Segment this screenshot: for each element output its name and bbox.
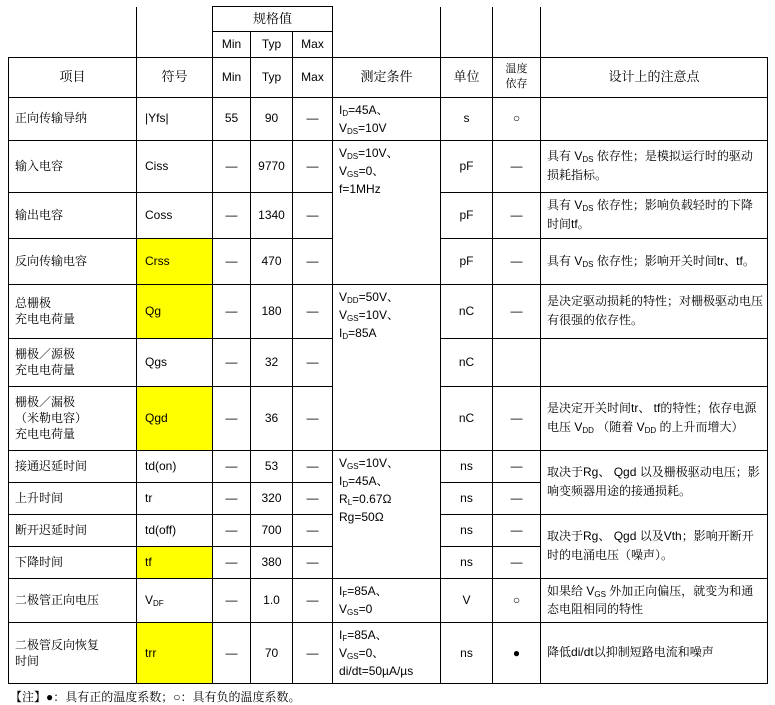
- row-max: —: [293, 97, 333, 140]
- row-remark: [541, 97, 768, 140]
- row-min: —: [213, 192, 251, 238]
- row-item: 接通迟延时间: [9, 450, 137, 482]
- row-symbol: Qgd: [137, 386, 213, 450]
- row-typ: 53: [251, 450, 293, 482]
- row-temp: —: [493, 482, 541, 514]
- footnote-dot: ●: [46, 689, 54, 704]
- cond-line: $V_{DS}=10V$、: [339, 145, 399, 161]
- cond-line: $I_D=45A$、: [339, 473, 389, 489]
- header-blank-item: [9, 7, 137, 58]
- row-typ: 1.0: [251, 578, 293, 622]
- header-remarks: 设计上的注意点: [541, 57, 768, 97]
- row-temp: ○: [493, 578, 541, 622]
- row-unit: pF: [441, 140, 493, 192]
- row-typ: 1340: [251, 192, 293, 238]
- row-max: —: [293, 450, 333, 482]
- row-symbol: Coss: [137, 192, 213, 238]
- header-typ: Typ: [251, 31, 293, 57]
- row-min: —: [213, 284, 251, 338]
- row-remark: 是决定开关时间tr、 tf的特性；依存电源电压 $V_{DD}$ （随着 $V_{DD}$ 的上升而增大）: [541, 386, 768, 450]
- header-blank-remark: [541, 7, 768, 58]
- row-unit: pF: [441, 238, 493, 284]
- cond-line: $I_D=85A$: [339, 325, 377, 341]
- row-unit: ns: [441, 622, 493, 683]
- cond-line: di/dt=50µA/µs: [339, 663, 414, 678]
- row-typ: 9770: [251, 140, 293, 192]
- row-item: 输出电容: [9, 192, 137, 238]
- row-symbol: $V_{DF}$: [137, 578, 213, 622]
- header-min: Min: [213, 31, 251, 57]
- row-min: 55: [213, 97, 251, 140]
- table-row: [9, 450, 768, 482]
- row-symbol: Qgs: [137, 338, 213, 386]
- row-symbol: tf: [137, 546, 213, 578]
- row-temp: —: [493, 546, 541, 578]
- row-condition: [333, 622, 441, 683]
- row-unit: nC: [441, 386, 493, 450]
- row-item: 二极管反向恢复 时间: [9, 622, 137, 683]
- header-blank-temp: [493, 7, 541, 58]
- row-typ: 90: [251, 97, 293, 140]
- row-unit: s: [441, 97, 493, 140]
- row-item: 总栅极 充电电荷量: [9, 284, 137, 338]
- row-typ: 700: [251, 514, 293, 546]
- row-item: 断开迟延时间: [9, 514, 137, 546]
- row-temp: ●: [493, 622, 541, 683]
- header-temp-line2: 依存: [505, 78, 528, 91]
- row-typ: 380: [251, 546, 293, 578]
- cond-line: $V_{GS}=10V$、: [339, 307, 399, 323]
- cond-line: $I_F=85A$、: [339, 583, 388, 599]
- row-item: 栅极／源极 充电电荷量: [9, 338, 137, 386]
- cond-line: Rg=50Ω: [339, 509, 384, 524]
- row-item: 二极管正向电压: [9, 578, 137, 622]
- row-temp: [493, 338, 541, 386]
- row-max: —: [293, 622, 333, 683]
- footnote-text: ：具有正的温度系数；○：具有负的温度系数。: [53, 689, 301, 704]
- row-max: —: [293, 386, 333, 450]
- row-unit: nC: [441, 284, 493, 338]
- header-typ-2: Typ: [251, 57, 293, 97]
- header-blank-unit: [441, 7, 493, 58]
- row-temp: —: [493, 192, 541, 238]
- row-temp: —: [493, 450, 541, 482]
- row-min: —: [213, 482, 251, 514]
- row-remark: 降低di/dt以抑制短路电流和噪声: [541, 622, 768, 683]
- row-temp: —: [493, 140, 541, 192]
- row-remark: 如果给 $V_{GS}$ 外加正向偏压，就变为和通态电阻相同的特性: [541, 578, 768, 622]
- row-typ: 180: [251, 284, 293, 338]
- row-max: —: [293, 192, 333, 238]
- row-symbol: |Yfs|: [137, 97, 213, 140]
- header-max-2: Max: [293, 57, 333, 97]
- row-remark: 具有 $V_{DS}$ 依存性；是模拟运行时的驱动损耗指标。: [541, 140, 768, 192]
- cond-line: $V_{GS}=0$、: [339, 163, 385, 179]
- row-symbol: tr: [137, 482, 213, 514]
- row-typ: 32: [251, 338, 293, 386]
- row-item: 栅极／漏极 （米勒电容） 充电电荷量: [9, 386, 137, 450]
- row-min: —: [213, 450, 251, 482]
- row-min: —: [213, 578, 251, 622]
- header-min-2: Min: [213, 57, 251, 97]
- row-symbol: Ciss: [137, 140, 213, 192]
- row-typ: 36: [251, 386, 293, 450]
- row-item: 输入电容: [9, 140, 137, 192]
- row-min: —: [213, 140, 251, 192]
- row-remark: 具有 $V_{DS}$ 依存性；影响开关时间tr、tf。: [541, 238, 768, 284]
- row-min: —: [213, 238, 251, 284]
- row-typ: 470: [251, 238, 293, 284]
- row-max: —: [293, 284, 333, 338]
- row-item: 正向传输导纳: [9, 97, 137, 140]
- table-header-row-3: [9, 57, 768, 97]
- row-remark: 是决定驱动损耗的特性；对栅极驱动电压有很强的依存性。: [541, 284, 768, 338]
- row-item: 上升时间: [9, 482, 137, 514]
- row-condition: [333, 140, 441, 284]
- cond-line: $I_F=85A$、: [339, 627, 388, 643]
- row-remark: 具有 $V_{DS}$ 依存性；影响负载轻时的下降时间tf。: [541, 192, 768, 238]
- row-max: —: [293, 140, 333, 192]
- row-symbol: td(off): [137, 514, 213, 546]
- cond-line: $V_{DS}=10V$: [339, 120, 387, 136]
- table-row: [9, 622, 768, 683]
- cond-line: $R_L=0.67\Omega$: [339, 491, 392, 507]
- cond-line: $V_{GS}=10V$、: [339, 455, 399, 471]
- row-min: —: [213, 514, 251, 546]
- header-item: 项目: [9, 57, 137, 97]
- row-symbol: Crss: [137, 238, 213, 284]
- row-max: —: [293, 514, 333, 546]
- row-max: —: [293, 338, 333, 386]
- row-min: —: [213, 546, 251, 578]
- row-min: —: [213, 622, 251, 683]
- footnote-label: 【注】: [10, 689, 47, 704]
- row-unit: nC: [441, 338, 493, 386]
- table-row: [9, 140, 768, 192]
- row-temp: —: [493, 386, 541, 450]
- row-remark: 取决于Rg、 Qgd 以及栅极驱动电压；影响变频器用途的接通损耗。: [541, 450, 768, 514]
- cond-line: $V_{DD}=50V$、: [339, 289, 399, 305]
- row-condition: [333, 284, 441, 450]
- row-unit: ns: [441, 482, 493, 514]
- cond-line: $I_D=45A$、: [339, 102, 389, 118]
- row-temp: —: [493, 238, 541, 284]
- row-max: —: [293, 546, 333, 578]
- table-row: [9, 97, 768, 140]
- row-max: —: [293, 238, 333, 284]
- row-typ: 70: [251, 622, 293, 683]
- row-temp: ○: [493, 97, 541, 140]
- row-symbol: td(on): [137, 450, 213, 482]
- row-item: 反向传输电容: [9, 238, 137, 284]
- row-unit: pF: [441, 192, 493, 238]
- header-blank-condition: [333, 7, 441, 58]
- table-row: [9, 578, 768, 622]
- row-symbol: Qg: [137, 284, 213, 338]
- row-condition: [333, 97, 441, 140]
- table-row: [9, 284, 768, 338]
- table-header-row-1: [9, 7, 768, 32]
- row-max: —: [293, 482, 333, 514]
- row-temp: —: [493, 514, 541, 546]
- row-min: —: [213, 386, 251, 450]
- row-remark: 取决于Rg、 Qgd 以及Vth；影响开断开时的电涌电压（噪声）。: [541, 514, 768, 578]
- header-blank-symbol: [137, 7, 213, 58]
- row-unit: V: [441, 578, 493, 622]
- footnote: [8, 688, 767, 705]
- row-item: 下降时间: [9, 546, 137, 578]
- header-temp-dependency: [493, 57, 541, 97]
- row-unit: ns: [441, 450, 493, 482]
- row-condition: [333, 450, 441, 578]
- row-max: —: [293, 578, 333, 622]
- row-remark: [541, 338, 768, 386]
- row-symbol: trr: [137, 622, 213, 683]
- row-typ: 320: [251, 482, 293, 514]
- header-unit: 单位: [441, 57, 493, 97]
- header-spec-group: 规格值: [213, 7, 333, 32]
- row-unit: ns: [441, 514, 493, 546]
- row-temp: —: [493, 284, 541, 338]
- spec-table: [8, 6, 768, 684]
- header-temp-line1: 温度: [505, 63, 528, 76]
- row-unit: ns: [441, 546, 493, 578]
- row-min: —: [213, 338, 251, 386]
- header-symbol: 符号: [137, 57, 213, 97]
- cond-line: $V_{GS}=0$: [339, 601, 373, 617]
- cond-line: $V_{GS}=0$、: [339, 645, 385, 661]
- header-max: Max: [293, 31, 333, 57]
- header-condition: 测定条件: [333, 57, 441, 97]
- row-condition: [333, 578, 441, 622]
- cond-line: f=1MHz: [339, 181, 381, 196]
